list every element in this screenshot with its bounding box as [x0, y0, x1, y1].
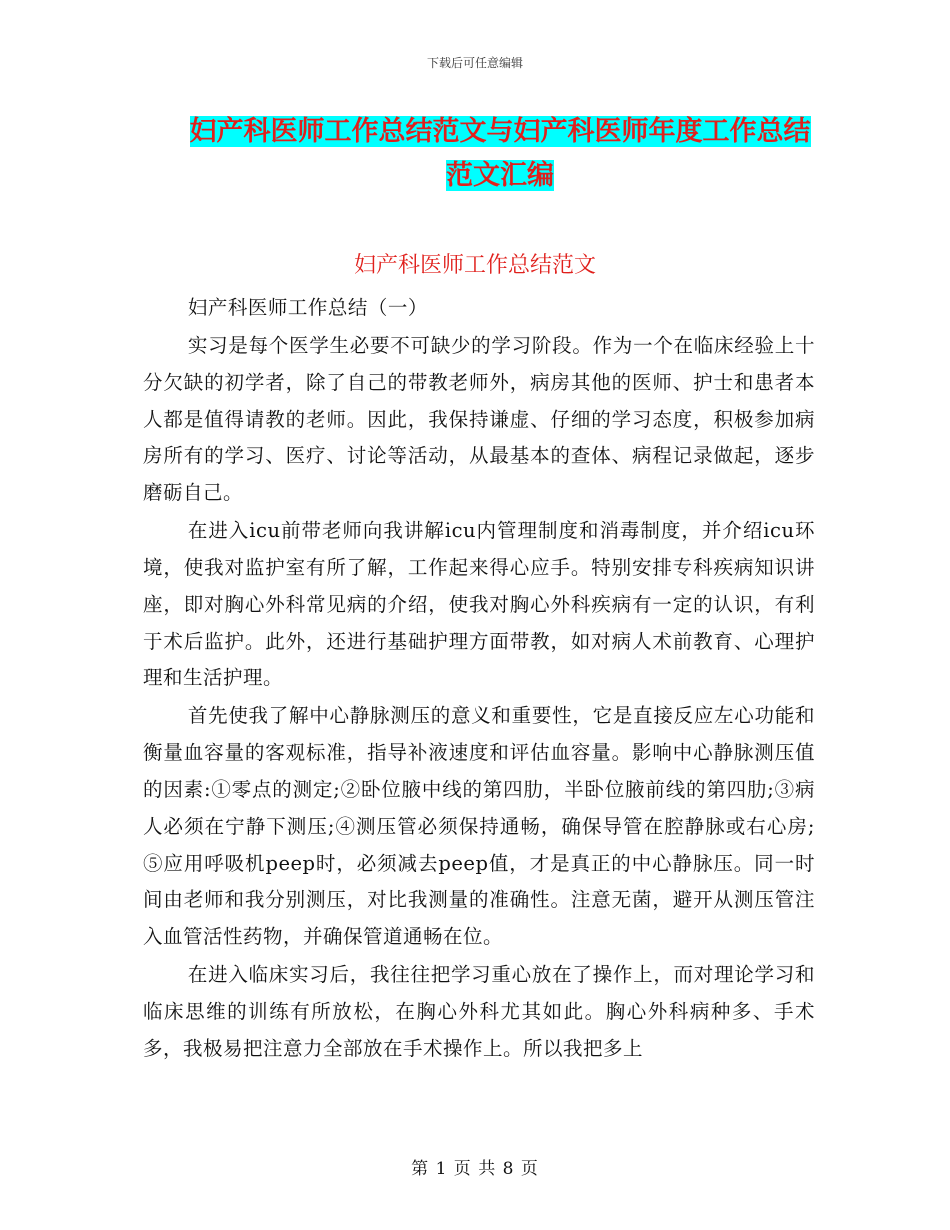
subheading: 妇产科医师工作总结（一） — [187, 296, 428, 319]
page-number: 第 1 页 共 8 页 — [411, 1159, 539, 1179]
document-body — [143, 290, 815, 1069]
section-title: 妇产科医师工作总结范文 — [353, 253, 596, 278]
document-title — [140, 110, 860, 198]
header-note: 下载后可任意编辑 — [426, 56, 523, 70]
document-title-line2: 范文汇编 — [446, 160, 554, 191]
paragraph: 在进入临床实习后，我往往把学习重心放在了操作上，而对理论学习和临床思维的训练有所放松，在胸心外科尤其如此。胸心外科病种多、手术多，我极易把注意力全部放在手术操作上。所以我把多上 — [143, 963, 815, 1060]
document-title-line1: 妇产科医师工作总结范文与妇产科医师年度工作总结 — [189, 116, 811, 147]
paragraph: 首先使我了解中心静脉测压的意义和重要性，它是直接反应左心功能和衡量血容量的客观标准，指导补液速度和评估血容量。影响中心静脉测压值的因素:①零点的测定;②卧位腋中线的第四肋，半卧位腋前线的第四肋;③病人必须在宁静下测压;④测压管必须保持通畅，确保导管在腔静脉或右心房;⑤应用呼吸机peep时，必须减去peep值，才是真正的中心静脉压。同一时间由老师和我分别测压，对比我测量的准确性。注意无菌，避开从测压管注入血管活性药物，并确保管道通畅在位。 — [143, 704, 815, 949]
paragraph: 在进入icu前带老师向我讲解icu内管理制度和消毒制度，并介绍icu环境，使我对监护室有所了解，工作起来得心应手。特别安排专科疾病知识讲座，即对胸心外科常见病的介绍，使我对胸心外科疾病有一定的认识，有利于术后监护。此外，还进行基础护理方面带教，如对病人术前教育、心理护理和生活护理。 — [143, 519, 815, 690]
paragraph: 实习是每个医学生必要不可缺少的学习阶段。作为一个在临床经验上十分欠缺的初学者，除了自己的带教老师外，病房其他的医师、护士和患者本人都是值得请教的老师。因此，我保持谦虚、仔细的学习态度，积极参加病房所有的学习、医疗、讨论等活动，从最基本的查体、病程记录做起，逐步磨砺自己。 — [143, 333, 815, 505]
